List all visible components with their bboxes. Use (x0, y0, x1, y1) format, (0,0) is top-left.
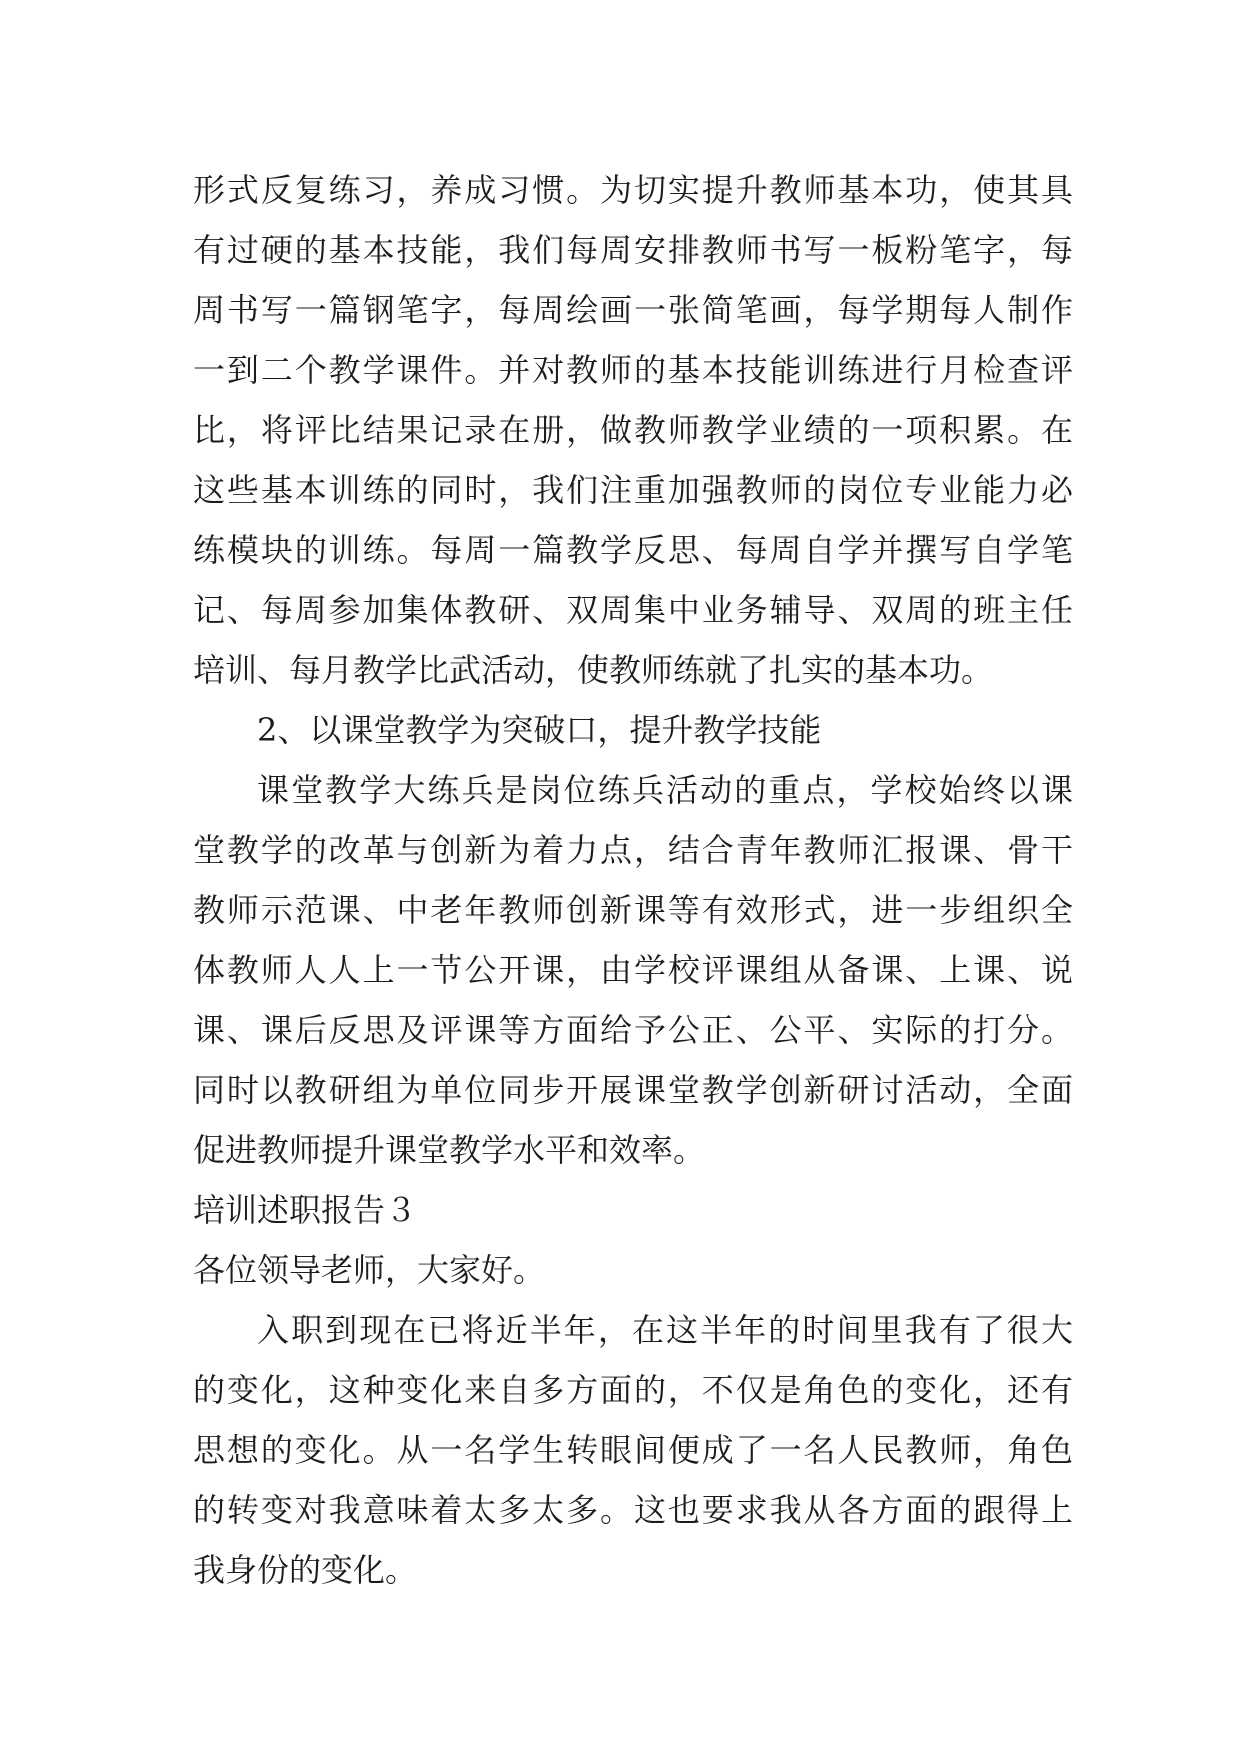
text-line: 培训述职报告３ (193, 1191, 418, 1229)
text-line: 形式反复练习，养成习惯。为切实提升教师基本功，使其具 (193, 171, 1073, 209)
text-line: 的变化，这种变化来自多方面的，不仅是角色的变化，还有 (193, 1371, 1073, 1409)
text-line: 促进教师提升课堂教学水平和效率。 (193, 1131, 706, 1169)
text-line: 一到二个教学课件。并对教师的基本技能训练进行月检查评 (193, 351, 1073, 389)
text-line: 各位领导老师，大家好。 (193, 1251, 546, 1289)
text-line: 堂教学的改革与创新为着力点，结合青年教师汇报课、骨干 (193, 831, 1073, 869)
text-line: 练模块的训练。每周一篇教学反思、每周自学并撰写自学笔 (193, 531, 1073, 569)
text-line: 有过硬的基本技能，我们每周安排教师书写一板粉笔字，每 (193, 231, 1073, 269)
text-line: 的转变对我意味着太多太多。这也要求我从各方面的跟得上 (193, 1491, 1073, 1529)
document-body (193, 160, 1073, 1600)
text-line: 培训、每月教学比武活动，使教师练就了扎实的基本功。 (193, 651, 994, 689)
text-line: 思想的变化。从一名学生转眼间便成了一名人民教师，角色 (193, 1431, 1073, 1469)
text-line: 这些基本训练的同时，我们注重加强教师的岗位专业能力必 (193, 471, 1073, 509)
text-line: 教师示范课、中老年教师创新课等有效形式，进一步组织全 (193, 891, 1073, 929)
text-line: 体教师人人上一节公开课，由学校评课组从备课、上课、说 (193, 951, 1073, 989)
text-line: 课、课后反思及评课等方面给予公正、公平、实际的打分。 (193, 1011, 1073, 1049)
text-line: 比，将评比结果记录在册，做教师教学业绩的一项积累。在 (193, 411, 1073, 449)
text-line: 2、以课堂教学为突破口，提升教学技能 (257, 711, 822, 749)
text-line: 记、每周参加集体教研、双周集中业务辅导、双周的班主任 (193, 591, 1073, 629)
text-line: 我身份的变化。 (193, 1551, 418, 1589)
text-line: 周书写一篇钢笔字，每周绘画一张简笔画，每学期每人制作 (193, 291, 1073, 329)
text-line: 入职到现在已将近半年，在这半年的时间里我有了很大 (257, 1311, 1073, 1349)
text-line: 课堂教学大练兵是岗位练兵活动的重点，学校始终以课 (257, 771, 1073, 809)
text-line: 同时以教研组为单位同步开展课堂教学创新研讨活动，全面 (193, 1071, 1073, 1109)
